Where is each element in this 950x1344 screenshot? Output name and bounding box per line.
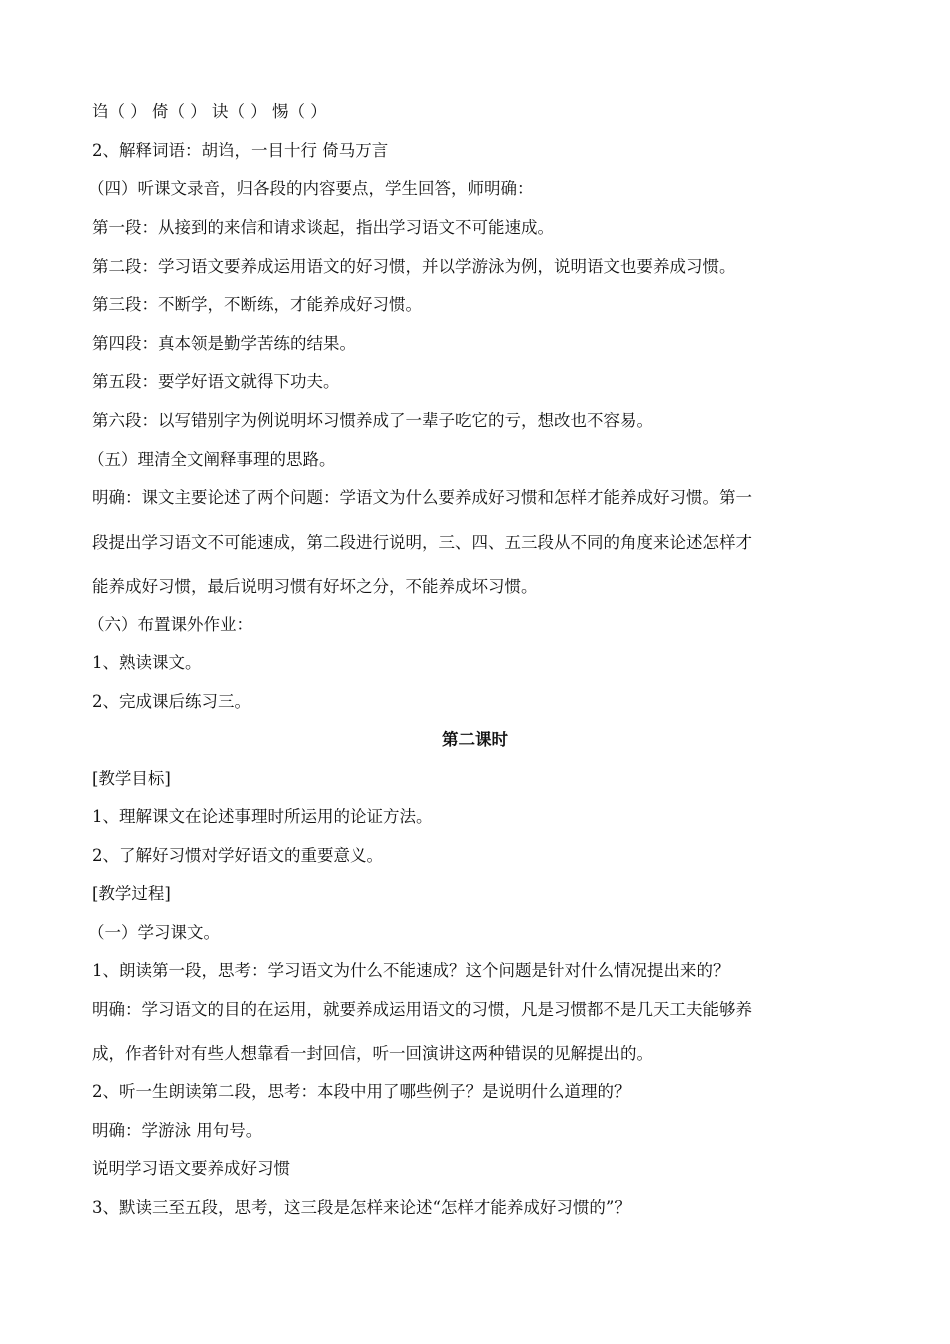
text-line: 1、朗读第一段，思考：学习语文为什么不能速成？这个问题是针对什么情况提出来的？: [92, 961, 730, 980]
section-heading: （四）听课文录音，归各段的内容要点，学生回答，师明确：: [88, 179, 534, 198]
text-line: 第五段：要学好语文就得下功夫。: [92, 372, 340, 391]
text-line: 能养成好习惯，最后说明习惯有好坏之分，不能养成坏习惯。: [92, 577, 538, 596]
text-line: 1、熟读课文。: [92, 653, 202, 672]
text-line: 成，作者针对有些人想靠看一封回信，听一回演讲这两种错误的见解提出的。: [92, 1044, 653, 1063]
section-heading: （一）学习课文。: [88, 923, 220, 942]
section-heading: （六）布置课外作业：: [88, 615, 253, 634]
text-line: 第一段：从接到的来信和请求谈起，指出学习语文不可能速成。: [92, 218, 554, 237]
text-line: 明确：学游泳 用句号。: [92, 1121, 263, 1140]
lesson-title: 第二课时: [442, 730, 508, 749]
text-line: 第三段：不断学，不断练，才能养成好习惯。: [92, 295, 422, 314]
text-line: 明确：学习语文的目的在运用，就要养成运用语文的习惯，凡是习惯都不是几天工夫能够养: [92, 1000, 752, 1019]
text-line: 2、了解好习惯对学好语文的重要意义。: [92, 846, 383, 865]
text-line: 第六段：以写错别字为例说明坏习惯养成了一辈子吃它的亏，想改也不容易。: [92, 411, 653, 430]
text-line: 第四段：真本领是勤学苦练的结果。: [92, 334, 356, 353]
text-line: 第二段：学习语文要养成运用语文的好习惯，并以学游泳为例，说明语文也要养成习惯。: [92, 257, 736, 276]
text-line: 段提出学习语文不可能速成，第二段进行说明，三、四、五三段从不同的角度来论述怎样才: [92, 533, 752, 552]
text-line: 2、听一生朗读第二段，思考：本段中用了哪些例子？是说明什么道理的？: [92, 1082, 631, 1101]
text-line: 2、完成课后练习三。: [92, 692, 251, 711]
text-line: 诌（ ） 倚（ ） 诀（ ） 惕（ ）: [92, 102, 327, 121]
text-line: 明确：课文主要论述了两个问题：学语文为什么要养成好习惯和怎样才能养成好习惯。第一: [92, 488, 752, 507]
text-line: [教学过程]: [92, 884, 171, 903]
text-line: 2、解释词语：胡诌，一目十行 倚马万言: [92, 141, 389, 160]
section-heading: （五）理清全文阐释事理的思路。: [88, 450, 336, 469]
text-line: 3、默读三至五段，思考，这三段是怎样来论述“怎样才能养成好习惯的”？: [92, 1198, 631, 1217]
text-line: 1、理解课文在论述事理时所运用的论证方法。: [92, 807, 433, 826]
text-line: 说明学习语文要养成好习惯: [92, 1159, 290, 1178]
text-line: [教学目标]: [92, 769, 171, 788]
